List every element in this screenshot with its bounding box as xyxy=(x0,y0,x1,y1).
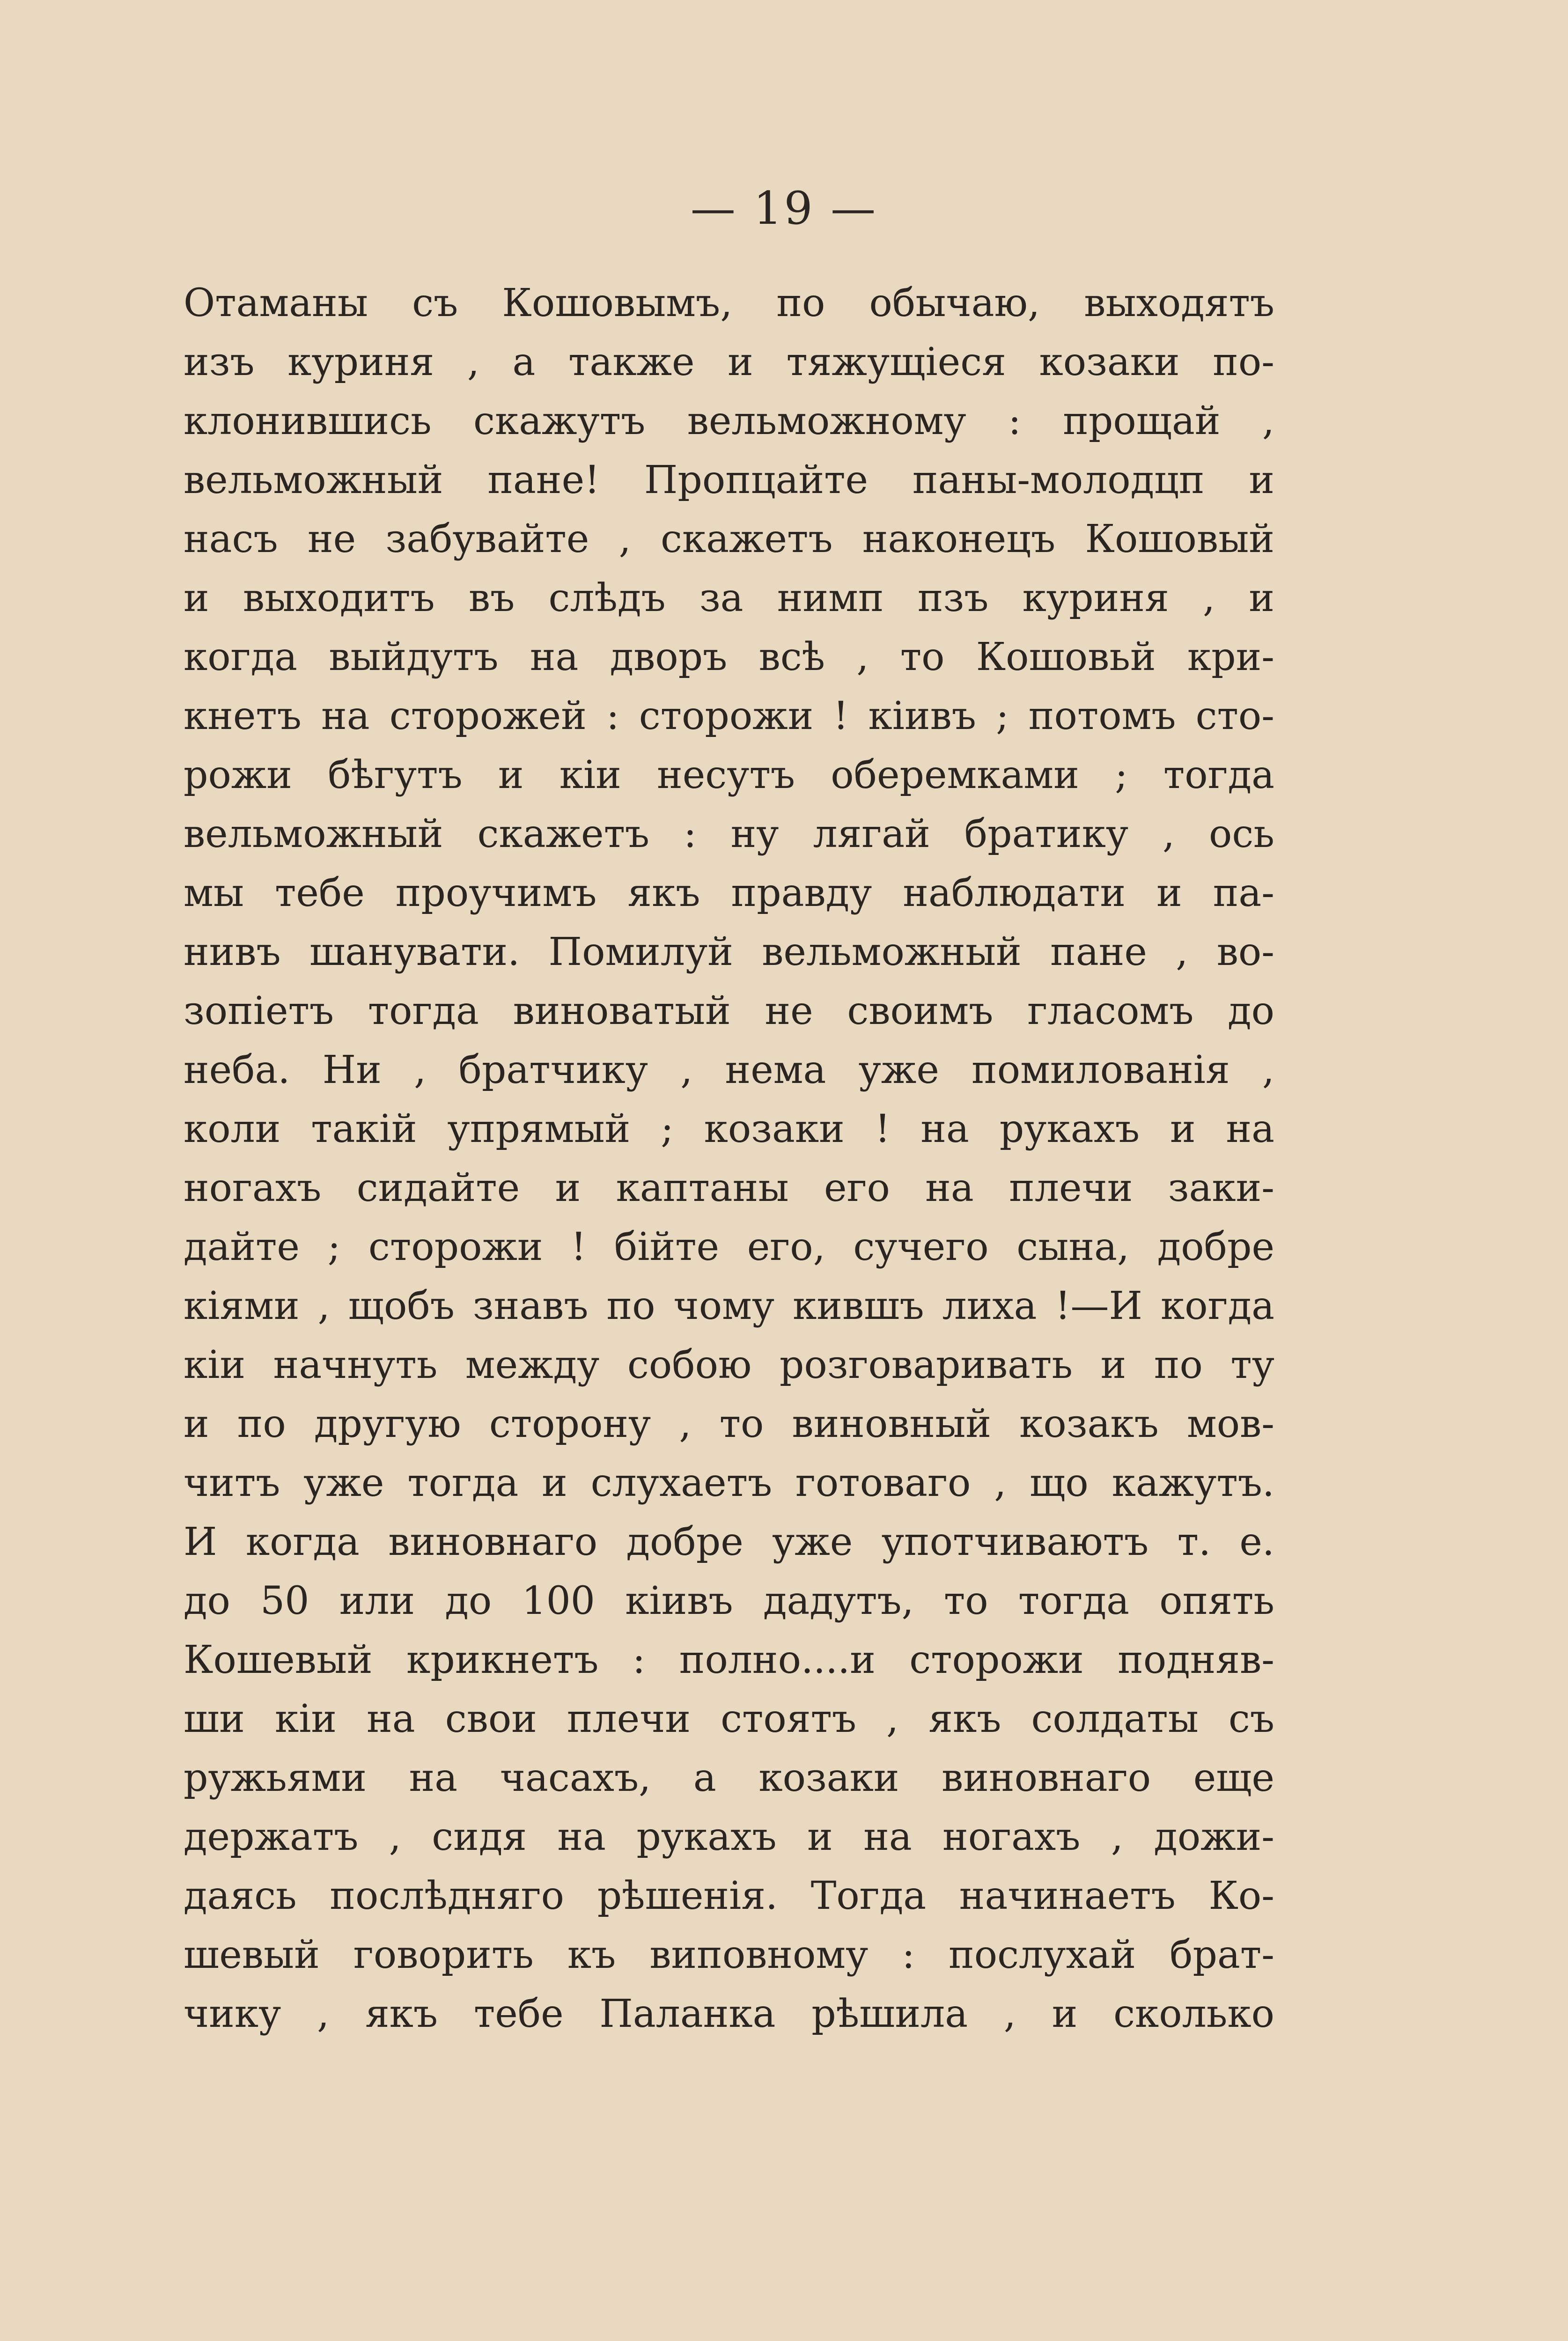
text-line: когда выйдутъ на дворъ всѣ , то Кошовьй кри- xyxy=(184,635,1274,679)
text-line: и по другую сторону , то виновный козакъ мов- xyxy=(184,1402,1274,1446)
text-line: Отаманы съ Кошовымъ, по обычаю, выходятъ xyxy=(184,281,1274,325)
text-line: ши кіи на свои плечи стоятъ , якъ солдаты съ xyxy=(184,1697,1274,1741)
text-line: коли такій упрямый ; козаки ! на рукахъ и на xyxy=(184,1107,1274,1151)
text-line: неба. Ни , братчику , нема уже помилованія , xyxy=(184,1048,1274,1092)
text-line: кнетъ на сторожей : сторожи ! кіивъ ; потомъ сто- xyxy=(184,694,1274,738)
text-line: клонившись скажутъ вельможному : прощай , xyxy=(184,399,1274,443)
body-text xyxy=(184,274,1274,2044)
text-line: вельможный скажетъ : ну лягай братику , ось xyxy=(184,812,1274,856)
text-line: насъ не забувайте , скажетъ наконецъ Кошовый xyxy=(184,517,1274,561)
text-line: рожи бѣгутъ и кіи несутъ оберемками ; тогда xyxy=(184,753,1274,797)
text-line: изъ куриня , а также и тяжущіеся козаки по- xyxy=(184,340,1274,384)
page-number: — 19 — xyxy=(690,182,878,235)
text-line: зопіетъ тогда виноватый не своимъ гласомъ до xyxy=(184,989,1274,1033)
text-line: кіи начнуть между собою розговаривать и по ту xyxy=(184,1343,1274,1387)
text-line: ружьями на часахъ, а козаки виновнаго еще xyxy=(184,1756,1274,1800)
text-line: нивъ шанувати. Помилуй вельможный пане , во- xyxy=(184,930,1274,974)
text-line: кіями , щобъ знавъ по чому кившъ лиха !—И когда xyxy=(184,1284,1274,1328)
text-line: И когда виновнаго добре уже употчиваютъ т. е. xyxy=(184,1520,1274,1564)
text-line: до 50 или до 100 кіивъ дадутъ, то тогда опять xyxy=(184,1579,1274,1623)
text-line: чику , якъ тебе Паланка рѣшила , и сколько xyxy=(184,1992,1274,2036)
text-line: дайте ; сторожи ! бійте его, сучего сына, добре xyxy=(184,1225,1274,1269)
text-line: даясь послѣдняго рѣшенія. Тогда начинаетъ Ко- xyxy=(184,1874,1274,1918)
text-line: вельможный пане! Пропцайте паны-молодцп и xyxy=(184,458,1274,502)
text-line: ногахъ сидайте и каптаны его на плечи заки- xyxy=(184,1166,1274,1210)
text-line: шевый говорить къ виповному : послухай брат- xyxy=(184,1933,1274,1977)
text-line: и выходитъ въ слѣдъ за нимп пзъ куриня , и xyxy=(184,576,1274,620)
text-line: Кошевый крикнетъ : полно....и сторожи подняв- xyxy=(184,1638,1274,1682)
text-line: держатъ , сидя на рукахъ и на ногахъ , дожи- xyxy=(184,1815,1274,1859)
text-line: мы тебе проучимъ якъ правду наблюдати и па- xyxy=(184,871,1274,915)
text-line: читъ уже тогда и слухаетъ готоваго , що кажутъ. xyxy=(184,1461,1274,1505)
